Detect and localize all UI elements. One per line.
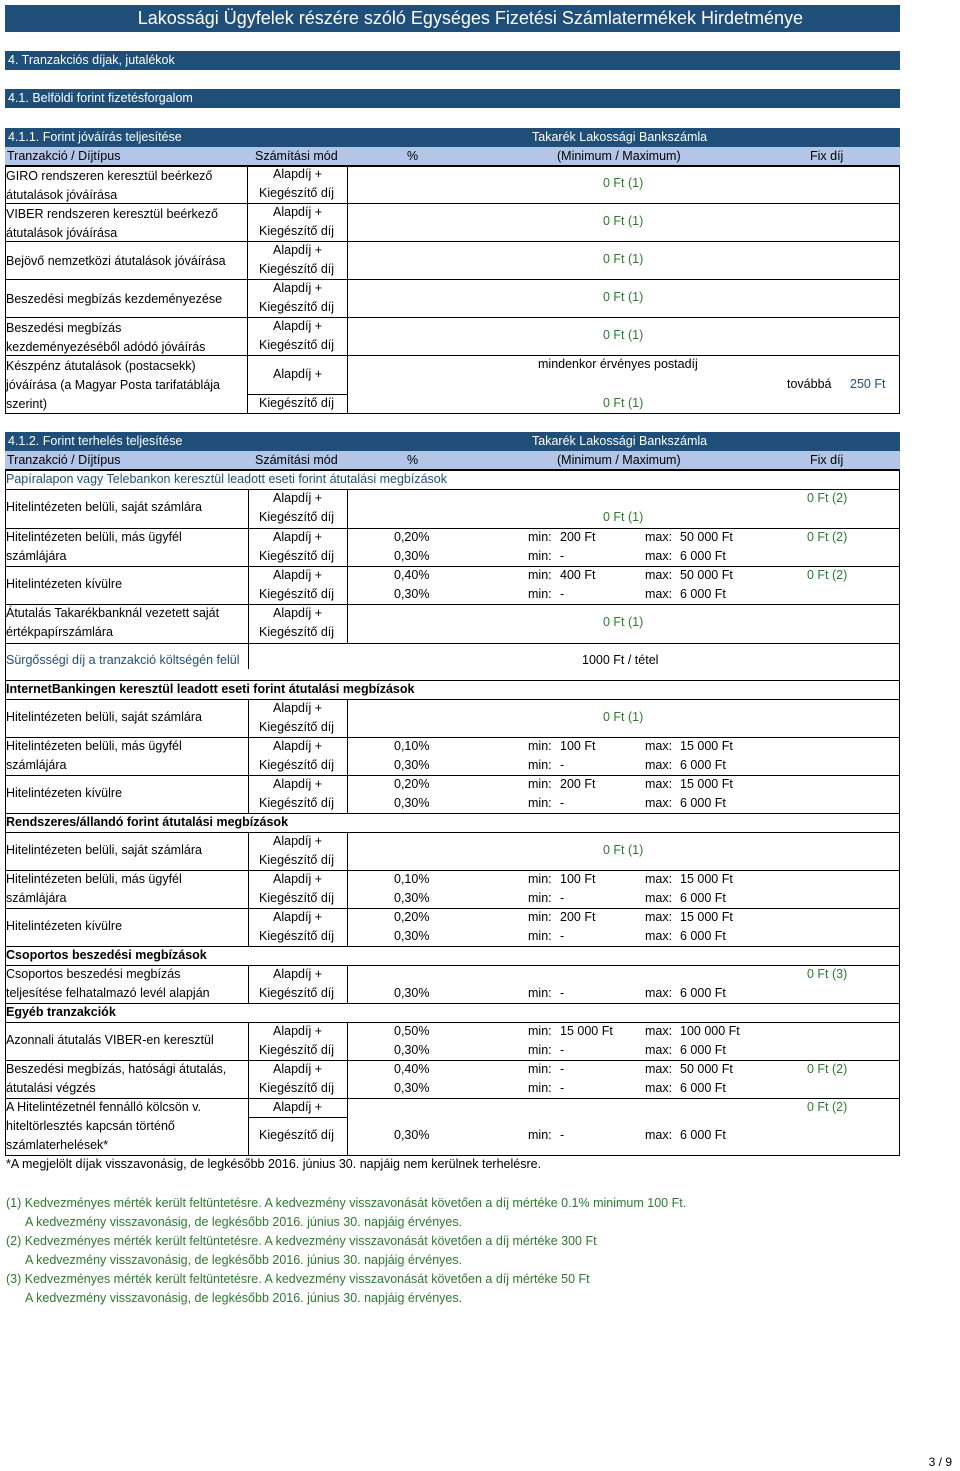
divider xyxy=(5,566,900,567)
max-value: 6 000 Ft xyxy=(680,758,726,772)
note-2-validity: A kedvezmény visszavonásig, de legkésőbb 2016. június 30. napjáig érvényes. xyxy=(25,1253,463,1267)
block1-column-header xyxy=(5,147,900,166)
block1-row-label: Beszedési megbízás kezdeményezése xyxy=(6,292,223,306)
fee-value: 0 Ft (1) xyxy=(603,290,644,304)
ib-heading: InternetBankingen keresztül leadott eseti forint átutalási megbízások xyxy=(6,682,415,696)
divider xyxy=(5,870,900,871)
urgent-fee: 1000 Ft / tétel xyxy=(582,653,659,667)
min-label: min: xyxy=(528,1043,552,1057)
max-label: max: xyxy=(645,929,673,943)
percent-value: 0,40% xyxy=(394,1062,430,1076)
kiegeszito-label: Kiegészítő díj xyxy=(259,338,335,352)
kiegeszito-label: Kiegészítő díj xyxy=(259,986,335,1000)
note-2: (2) Kedvezményes mérték került feltüntetésre. A kedvezmény visszavonását követően a díj mértéke 300 Ft xyxy=(6,1234,597,1248)
min-value: - xyxy=(560,796,565,810)
divider xyxy=(5,1022,900,1023)
max-value: 6 000 Ft xyxy=(680,549,726,563)
min-value: 400 Ft xyxy=(560,568,596,582)
min-value: - xyxy=(560,1043,565,1057)
percent-value: 0,50% xyxy=(394,1024,430,1038)
max-value: 50 000 Ft xyxy=(680,568,733,582)
max-label: max: xyxy=(645,891,673,905)
alapdij-label: Alapdíj + xyxy=(273,834,322,848)
divider xyxy=(5,528,900,529)
fee-value: 0 Ft (2) xyxy=(807,530,848,544)
divider xyxy=(5,813,900,814)
max-value: 15 000 Ft xyxy=(680,910,733,924)
alapdij-label: Alapdíj + xyxy=(273,319,322,333)
min-value: 100 Ft xyxy=(560,739,596,753)
min-label: min: xyxy=(528,910,552,924)
fee-value: 0 Ft (2) xyxy=(807,1062,848,1076)
max-value: 6 000 Ft xyxy=(680,986,726,1000)
min-value: - xyxy=(560,1128,565,1142)
divider xyxy=(5,680,900,681)
alapdij-label: Alapdíj + xyxy=(273,777,322,791)
max-value: 50 000 Ft xyxy=(680,530,733,544)
max-label: max: xyxy=(645,872,673,886)
min-label: min: xyxy=(528,530,552,544)
col-minmax: (Minimum / Maximum) xyxy=(557,149,681,163)
fee-value: 0 Ft (1) xyxy=(603,214,644,228)
kiegeszito-label: Kiegészítő díj xyxy=(259,587,335,601)
row-other-customer-2: számlájára xyxy=(6,758,67,772)
kiegeszito-label: Kiegészítő díj xyxy=(259,853,335,867)
min-label: min: xyxy=(528,872,552,886)
max-value: 100 000 Ft xyxy=(680,1024,740,1038)
kiegeszito-label: Kiegészítő díj xyxy=(259,186,335,200)
max-value: 6 000 Ft xyxy=(680,891,726,905)
max-value: 15 000 Ft xyxy=(680,739,733,753)
fee-value: 0 Ft (3) xyxy=(807,967,848,981)
urgent-label: Sürgősségi díj a tranzakció költségén felül xyxy=(6,653,240,667)
page-number: 3 / 9 xyxy=(928,1455,952,1469)
col-fix-fee: Fix díj xyxy=(810,149,844,163)
percent-value: 0,30% xyxy=(394,929,430,943)
percent-value: 0,10% xyxy=(394,739,430,753)
max-label: max: xyxy=(645,986,673,1000)
document-title: Lakossági Ügyfelek részére szóló Egységes Fizetési Számlatermékek Hirdetménye xyxy=(5,5,900,32)
max-value: 50 000 Ft xyxy=(680,1062,733,1076)
fix-fee-250: 250 Ft xyxy=(850,377,886,391)
divider xyxy=(5,908,900,909)
row-divider xyxy=(5,317,900,318)
min-label: min: xyxy=(528,929,552,943)
col-transaction: Tranzakció / Díjtípus xyxy=(7,453,121,467)
fee-value: 0 Ft (1) xyxy=(603,510,644,524)
fee-value: 0 Ft (1) xyxy=(603,843,644,857)
percent-value: 0,30% xyxy=(394,891,430,905)
alapdij-label: Alapdíj + xyxy=(273,872,322,886)
max-label: max: xyxy=(645,1024,673,1038)
col-percent: % xyxy=(407,149,419,163)
fee-value: 0 Ft (2) xyxy=(807,568,848,582)
percent-value: 0,20% xyxy=(394,777,430,791)
alapdij-label: Alapdíj + xyxy=(273,967,322,981)
divider xyxy=(5,1003,900,1004)
max-label: max: xyxy=(645,549,673,563)
min-value: - xyxy=(560,1081,565,1095)
alapdij-label: Alapdíj + xyxy=(273,910,322,924)
fee-value: 0 Ft (2) xyxy=(807,1100,848,1114)
row-viber-instant: Azonnali átutalás VIBER-en keresztül xyxy=(6,1033,214,1047)
row-outside: Hitelintézeten kívülre xyxy=(6,786,123,800)
divider xyxy=(5,699,900,700)
block1-heading-bar xyxy=(5,128,900,147)
calc-col-right xyxy=(347,965,348,1003)
col-fix-fee: Fix díj xyxy=(810,453,844,467)
row-divider xyxy=(5,203,900,204)
row-securities-2: értékpapírszámlára xyxy=(6,625,113,639)
kiegeszito-label: Kiegészítő díj xyxy=(259,549,335,563)
kiegeszito-label: Kiegészítő díj xyxy=(259,300,335,314)
row-other-customer-2: számlájára xyxy=(6,549,67,563)
kiegeszito-label: Kiegészítő díj xyxy=(259,720,335,734)
max-label: max: xyxy=(645,777,673,791)
row-own-account: Hitelintézeten belüli, saját számlára xyxy=(6,710,202,724)
max-value: 6 000 Ft xyxy=(680,1043,726,1057)
percent-value: 0,10% xyxy=(394,872,430,886)
kiegeszito-label: Kiegészítő díj xyxy=(259,796,335,810)
row-group-collection-2: teljesítése felhatalmazó levél alapján xyxy=(6,986,210,1000)
percent-value: 0,20% xyxy=(394,910,430,924)
min-label: min: xyxy=(528,1024,552,1038)
row-other-customer-2: számlájára xyxy=(6,891,67,905)
divider xyxy=(5,965,900,966)
divider xyxy=(5,775,900,776)
alapdij-label: Alapdíj + xyxy=(273,367,322,381)
group-collection-heading: Csoportos beszedési megbízások xyxy=(6,948,207,962)
alapdij-label: Alapdíj + xyxy=(273,167,322,181)
max-value: 6 000 Ft xyxy=(680,929,726,943)
percent-value: 0,30% xyxy=(394,587,430,601)
divider xyxy=(5,1060,900,1061)
note-3-validity: A kedvezmény visszavonásig, de legkésőbb 2016. június 30. napjáig érvényes. xyxy=(25,1291,463,1305)
max-label: max: xyxy=(645,758,673,772)
min-label: min: xyxy=(528,1062,552,1076)
max-label: max: xyxy=(645,910,673,924)
postal-fee: mindenkor érvényes postadíj xyxy=(538,357,698,371)
calc-col-right xyxy=(347,832,348,947)
min-value: - xyxy=(560,986,565,1000)
row-securities: Átutalás Takarékbanknál vezetett saját xyxy=(6,606,220,620)
min-value: - xyxy=(560,891,565,905)
fee-value: 0 Ft (1) xyxy=(603,176,644,190)
max-label: max: xyxy=(645,1081,673,1095)
block1-product: Takarék Lakossági Bankszámla xyxy=(532,130,708,144)
min-value: - xyxy=(560,549,565,563)
row-loan-repayment: A Hitelintézetnél fennálló kölcsön v. xyxy=(6,1100,202,1114)
block2-column-header xyxy=(5,451,900,470)
alapdij-label: Alapdíj + xyxy=(273,1062,322,1076)
row-other-customer: Hitelintézeten belüli, más ügyfél xyxy=(6,872,182,886)
min-value: - xyxy=(560,1062,565,1076)
row-outside: Hitelintézeten kívülre xyxy=(6,577,123,591)
col-minmax: (Minimum / Maximum) xyxy=(557,453,681,467)
recurring-heading: Rendszeres/állandó forint átutalási megbízások xyxy=(6,815,289,829)
fee-value: 0 Ft (1) xyxy=(603,615,644,629)
block1-row-label: Beszedési megbízás kezdeményezéséből adódó jóváírás xyxy=(6,321,206,354)
min-label: min: xyxy=(528,891,552,905)
fee-value: 0 Ft (1) xyxy=(603,328,644,342)
min-label: min: xyxy=(528,1081,552,1095)
percent-value: 0,40% xyxy=(394,568,430,582)
alapdij-label: Alapdíj + xyxy=(273,1100,322,1114)
fee-value: 0 Ft (1) xyxy=(603,710,644,724)
col-transaction: Tranzakció / Díjtípus xyxy=(7,149,121,163)
block1-row-label: Készpénz átutalások (postacsekk) jóváírása (a Magyar Posta tarifatáblája szerint) xyxy=(6,359,220,411)
note-1-validity: A kedvezmény visszavonásig, de legkésőbb 2016. június 30. napjáig érvényes. xyxy=(25,1215,463,1229)
block2-heading-bar xyxy=(5,432,900,451)
max-label: max: xyxy=(645,568,673,582)
percent-value: 0,30% xyxy=(394,1128,430,1142)
col-calc-method: Számítási mód xyxy=(255,149,338,163)
kiegeszito-label: Kiegészítő díj xyxy=(259,929,335,943)
row-loan-repayment-3: számlaterhelések* xyxy=(6,1138,109,1152)
max-value: 6 000 Ft xyxy=(680,796,726,810)
min-label: min: xyxy=(528,568,552,582)
alapdij-label: Alapdíj + xyxy=(273,530,322,544)
percent-value: 0,30% xyxy=(394,1043,430,1057)
percent-value: 0,30% xyxy=(394,986,430,1000)
kiegeszito-label: Kiegészítő díj xyxy=(259,396,335,410)
min-value: - xyxy=(560,587,565,601)
calc-col-right xyxy=(347,1022,348,1156)
percent-value: 0,30% xyxy=(394,549,430,563)
calc-col-left xyxy=(248,832,249,947)
paper-heading: Papíralapon vagy Telebankon keresztül leadott eseti forint átutalási megbízások xyxy=(6,472,448,486)
max-label: max: xyxy=(645,739,673,753)
alapdij-label: Alapdíj + xyxy=(273,568,322,582)
alapdij-label: Alapdíj + xyxy=(273,739,322,753)
min-value: - xyxy=(560,758,565,772)
percent-value: 0,30% xyxy=(394,1081,430,1095)
min-value: 200 Ft xyxy=(560,777,596,791)
kiegeszito-label: Kiegészítő díj xyxy=(259,758,335,772)
divider xyxy=(5,604,900,605)
fee-value: 0 Ft (2) xyxy=(807,491,848,505)
row-divider xyxy=(5,355,900,356)
alapdij-label: Alapdíj + xyxy=(273,1024,322,1038)
percent-value: 0,30% xyxy=(394,758,430,772)
row-outside: Hitelintézeten kívülre xyxy=(6,919,123,933)
col-calc-method: Számítási mód xyxy=(255,453,338,467)
kiegeszito-label: Kiegészítő díj xyxy=(259,224,335,238)
divider xyxy=(5,946,900,947)
max-label: max: xyxy=(645,1128,673,1142)
footnote: *A megjelölt díjak visszavonásig, de legkésőbb 2016. június 30. napjáig nem kerülnek terhelésre. xyxy=(6,1157,542,1171)
alapdij-label: Alapdíj + xyxy=(273,701,322,715)
kiegeszito-label: Kiegészítő díj xyxy=(259,1081,335,1095)
min-label: min: xyxy=(528,1128,552,1142)
percent-value: 0,20% xyxy=(394,530,430,544)
row-group-collection: Csoportos beszedési megbízás xyxy=(6,967,181,981)
block1-row-label: VIBER rendszeren keresztül beérkező átutalások jóváírása xyxy=(6,207,218,240)
block1-row-label: Bejövő nemzetközi átutalások jóváírása xyxy=(6,254,226,268)
row-collection-order: Beszedési megbízás, hatósági átutalás, xyxy=(6,1062,227,1076)
calc-col-right xyxy=(347,699,348,814)
kiegeszito-label: Kiegészítő díj xyxy=(259,1043,335,1057)
block2-heading: 4.1.2. Forint terhelés teljesítése xyxy=(8,434,183,448)
kiegeszito-label: Kiegészítő díj xyxy=(259,891,335,905)
divider xyxy=(5,643,900,644)
divider xyxy=(5,737,900,738)
calc-col-left xyxy=(248,699,249,814)
alapdij-label: Alapdíj + xyxy=(273,243,322,257)
min-label: min: xyxy=(528,739,552,753)
min-value: 15 000 Ft xyxy=(560,1024,613,1038)
max-value: 6 000 Ft xyxy=(680,587,726,601)
kiegeszito-label: Kiegészítő díj xyxy=(259,510,335,524)
calc-col-left xyxy=(248,1022,249,1156)
row-own-account: Hitelintézeten belüli, saját számlára xyxy=(6,500,202,514)
min-label: min: xyxy=(528,549,552,563)
min-label: min: xyxy=(528,777,552,791)
section-41-heading: 4.1. Belföldi forint fizetésforgalom xyxy=(5,89,900,108)
max-label: max: xyxy=(645,530,673,544)
note-3: (3) Kedvezményes mérték került feltüntetésre. A kedvezmény visszavonását követően a díj mértéke 50 Ft xyxy=(6,1272,590,1286)
fee-value: 0 Ft (1) xyxy=(603,396,644,410)
row-own-account: Hitelintézeten belüli, saját számlára xyxy=(6,843,202,857)
tovabba-label: továbbá xyxy=(787,377,832,391)
percent-value: 0,30% xyxy=(394,796,430,810)
divider xyxy=(5,489,900,490)
min-value: - xyxy=(560,929,565,943)
max-label: max: xyxy=(645,587,673,601)
row-other-customer: Hitelintézeten belüli, más ügyfél xyxy=(6,739,182,753)
divider xyxy=(5,832,900,833)
calc-col-left xyxy=(248,489,249,669)
row-divider xyxy=(5,279,900,280)
row-loan-repayment-2: hiteltörlesztés kapcsán történő xyxy=(6,1119,175,1133)
block2-product: Takarék Lakossági Bankszámla xyxy=(532,434,708,448)
fee-value: 0 Ft (1) xyxy=(603,252,644,266)
note-1: (1) Kedvezményes mérték került feltüntetésre. A kedvezmény visszavonását követően a díj mértéke 0.1% minimum 100 Ft. xyxy=(6,1196,687,1210)
max-label: max: xyxy=(645,1043,673,1057)
alapdij-label: Alapdíj + xyxy=(273,606,322,620)
kiegeszito-label: Kiegészítő díj xyxy=(259,625,335,639)
row-divider xyxy=(5,241,900,242)
alapdij-label: Alapdíj + xyxy=(273,205,322,219)
col-percent: % xyxy=(407,453,419,467)
block1-row-label: GIRO rendszeren keresztül beérkező átutalások jóváírása xyxy=(6,169,213,202)
min-label: min: xyxy=(528,986,552,1000)
alapdij-label: Alapdíj + xyxy=(273,491,322,505)
row-divider xyxy=(248,394,348,395)
divider xyxy=(248,1117,348,1118)
max-label: max: xyxy=(645,796,673,810)
min-label: min: xyxy=(528,796,552,810)
max-value: 15 000 Ft xyxy=(680,777,733,791)
divider xyxy=(5,1098,900,1099)
min-value: 200 Ft xyxy=(560,910,596,924)
max-label: max: xyxy=(645,1062,673,1076)
min-label: min: xyxy=(528,587,552,601)
calc-col-left xyxy=(248,965,249,1003)
alapdij-label: Alapdíj + xyxy=(273,281,322,295)
max-value: 6 000 Ft xyxy=(680,1081,726,1095)
max-value: 6 000 Ft xyxy=(680,1128,726,1142)
max-value: 15 000 Ft xyxy=(680,872,733,886)
other-transactions-heading: Egyéb tranzakciók xyxy=(6,1005,116,1019)
kiegeszito-label: Kiegészítő díj xyxy=(259,262,335,276)
kiegeszito-label: Kiegészítő díj xyxy=(259,1128,335,1142)
section-4-heading: 4. Tranzakciós díjak, jutalékok xyxy=(5,51,900,70)
min-value: 100 Ft xyxy=(560,872,596,886)
block1-heading: 4.1.1. Forint jóváírás teljesítése xyxy=(8,130,182,144)
row-collection-order-2: átutalási végzés xyxy=(6,1081,96,1095)
row-other-customer: Hitelintézeten belüli, más ügyfél xyxy=(6,530,182,544)
min-label: min: xyxy=(528,758,552,772)
min-value: 200 Ft xyxy=(560,530,596,544)
